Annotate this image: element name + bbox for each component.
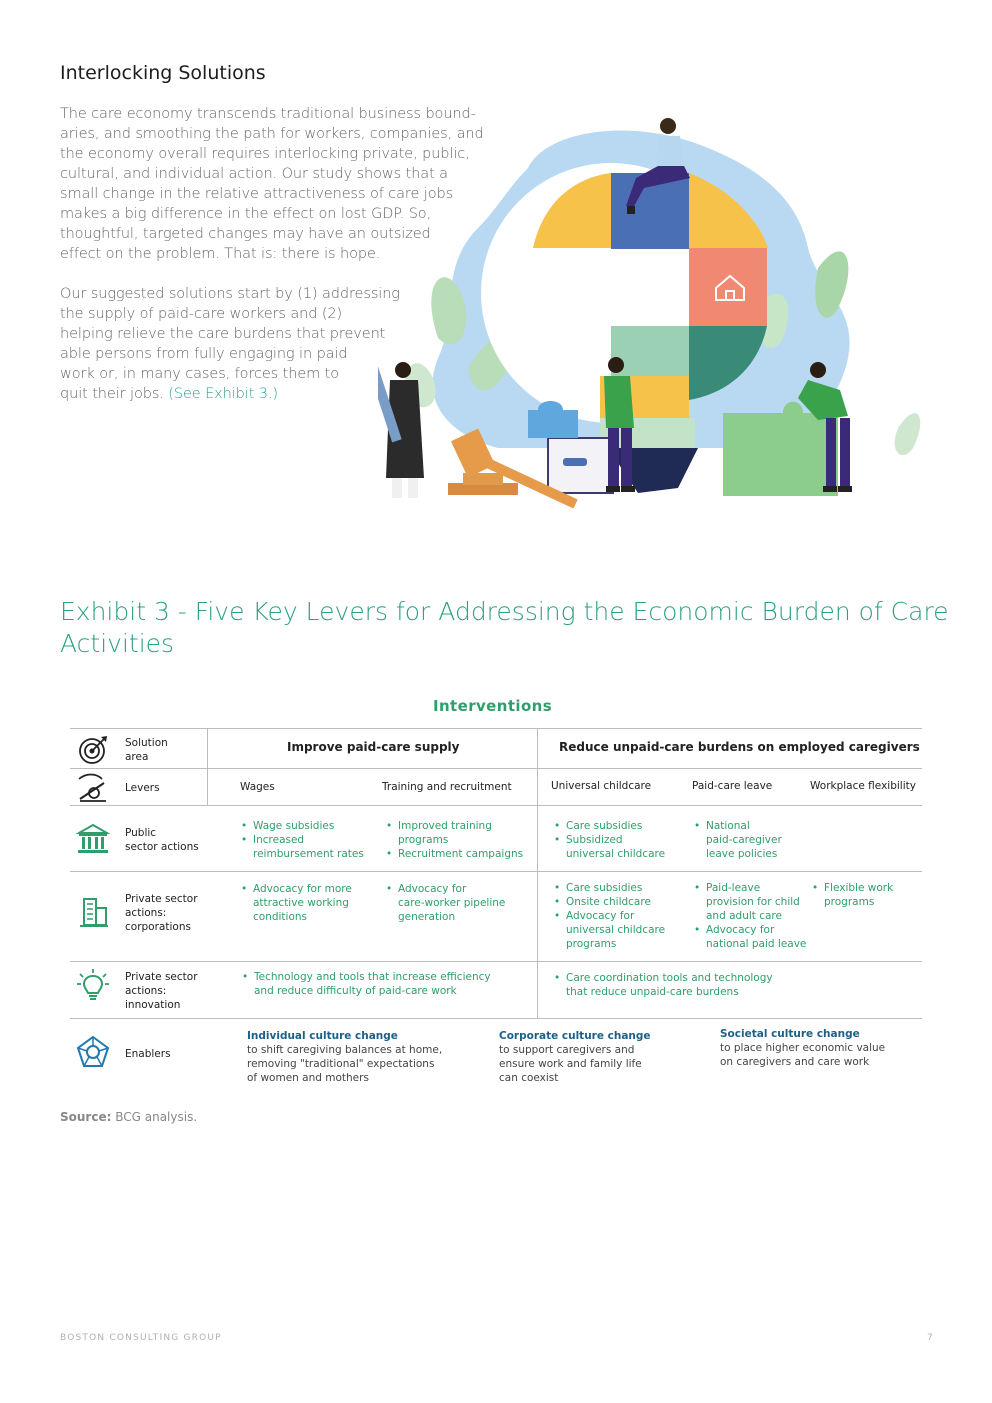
row-divider (70, 805, 922, 806)
public-wages-list (238, 819, 364, 861)
list-item: • National paid-caregiver leave policies (691, 819, 782, 861)
list-item: • Onsite childcare (551, 895, 665, 909)
public-childcare-list (551, 819, 665, 861)
list-item: • Wage subsidies (238, 819, 364, 833)
enabler-corporate: Corporate culture change to support caregivers and ensure work and family life can coexist (499, 1030, 651, 1084)
intro-paragraph: The care economy transcends traditional business bound- aries, and smoothing the path for workers, companies, and the economy overall requires interlocking private, public, cultural, and individual action. Our study shows that a small change in the relative attractiveness of care jobs makes a big difference in the effect on lost GDP. So, thoughtful, targeted changes may have an outsized effect on the problem. That is: there is hope. (60, 106, 484, 262)
corp-flex-list (809, 881, 893, 909)
office-building-icon (76, 895, 110, 929)
lever-icon (76, 771, 110, 805)
row-label-public: Public sector actions (125, 827, 199, 853)
list-item: • Advocacy for national paid leave (691, 923, 806, 951)
innovation-unpaid-list (551, 971, 773, 999)
list-item: • Advocacy for care-worker pipeline generation (383, 882, 505, 924)
table-top-rule (70, 728, 922, 729)
list-item: • Improved training programs (383, 819, 523, 847)
solutions-paragraph: Our suggested solutions start by (1) addressing the supply of paid-care workers and (2) helping relieve the care burdens that prevent able persons from fully engaging in paid work or, in many cases, forces them to quit their jobs. (See Exhibit 3.) (60, 286, 400, 402)
government-building-icon (76, 822, 110, 856)
row-divider (70, 961, 922, 962)
pentagon-network-icon (76, 1035, 110, 1069)
lever-leave: Paid-care leave (692, 780, 773, 792)
column-divider (207, 728, 208, 805)
section-heading: Interlocking Solutions (60, 62, 266, 84)
corp-training-list (383, 882, 505, 924)
footer-brand: BOSTON CONSULTING GROUP (60, 1333, 222, 1343)
innovation-supply-list (239, 970, 491, 998)
exhibit-link[interactable]: (See Exhibit 3.) (168, 386, 278, 402)
enabler-societal: Societal culture change to place higher economic value on caregivers and care work (720, 1028, 886, 1068)
list-item: • Flexible work programs (809, 881, 893, 909)
list-item: • Care subsidies (551, 819, 665, 833)
row-divider (70, 871, 922, 872)
row-divider (70, 1018, 922, 1019)
column-divider (537, 728, 538, 1018)
puzzle-piece-coral (689, 248, 767, 326)
enabler-individual: Individual culture change to shift caregiving balances at home, removing "traditional" expectations of women and mothers (247, 1030, 443, 1084)
puzzle-illustration (378, 108, 938, 508)
row-label-enablers: Enablers (125, 1048, 171, 1060)
source-note: Source: BCG analysis. (60, 1110, 198, 1124)
row-label-corporations: Private sector actions: corporations (125, 893, 198, 933)
list-item: • Care subsidies (551, 881, 665, 895)
interventions-heading: Interventions (433, 697, 553, 715)
lightbulb-icon (76, 968, 110, 1002)
list-item: • Increased reimbursement rates (238, 833, 364, 861)
list-item: • Care coordination tools and technology that reduce unpaid-care burdens (551, 971, 773, 999)
corp-wages-list (238, 882, 352, 924)
list-item: • Recruitment campaigns (383, 847, 523, 861)
col-head-supply: Improve paid-care supply (287, 740, 460, 754)
public-leave-list (691, 819, 782, 861)
lever-childcare: Universal childcare (551, 780, 652, 792)
corp-childcare-list (551, 881, 665, 951)
corp-leave-list (691, 881, 806, 951)
list-item: • Paid-leave provision for child and adult care (691, 881, 806, 923)
row-divider (70, 768, 922, 769)
col-head-unpaid: Reduce unpaid-care burdens on employed caregivers (559, 740, 920, 754)
lever-training: Training and recruitment (382, 781, 512, 793)
exhibit-title: Exhibit 3 - Five Key Levers for Addressing the Economic Burden of Care Activities (60, 597, 949, 658)
public-training-list (383, 819, 523, 861)
lever-flex: Workplace flexibility (810, 780, 916, 792)
list-item: • Subsidized universal childcare (551, 833, 665, 861)
page-number: 7 (927, 1333, 933, 1343)
list-item: • Advocacy for more attractive working conditions (238, 882, 352, 924)
lever-wages: Wages (240, 781, 275, 793)
row-label-solution-area: Solution area (125, 737, 168, 763)
row-label-innovation: Private sector actions: innovation (125, 971, 198, 1011)
row-label-levers: Levers (125, 782, 160, 794)
target-icon (76, 733, 110, 767)
list-item: • Technology and tools that increase efficiency and reduce difficulty of paid-care work (239, 970, 491, 998)
list-item: • Advocacy for universal childcare programs (551, 909, 665, 951)
